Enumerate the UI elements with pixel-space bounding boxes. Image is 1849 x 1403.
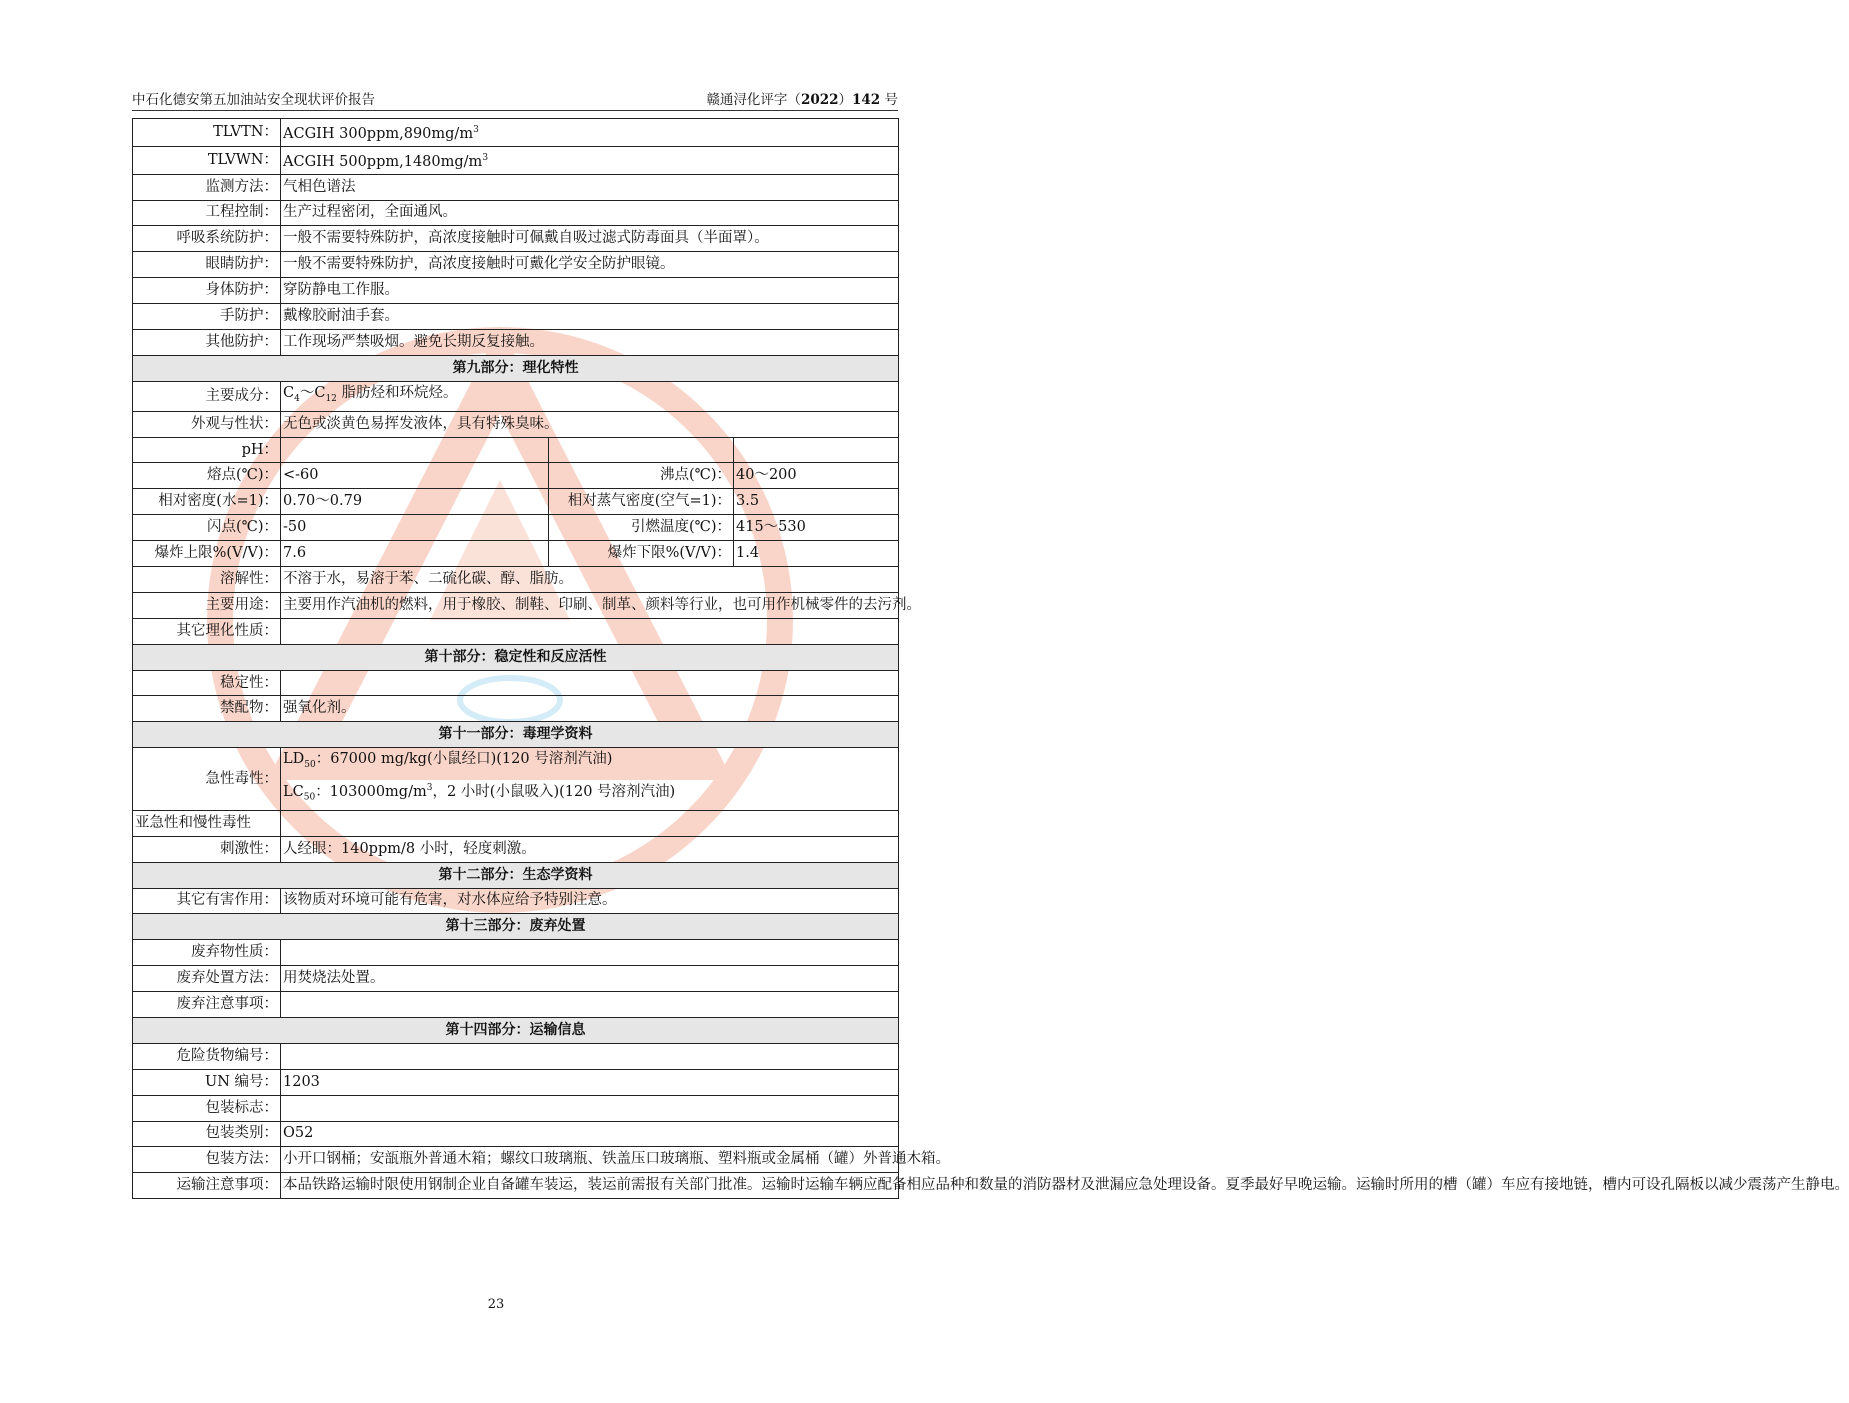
field-label: 废弃物性质： [133, 940, 281, 966]
table-row [133, 541, 899, 567]
table-row [133, 146, 899, 174]
field-value: $LD_{50}$：67000 mg/kg(小鼠经口)(120 号溶剂汽油) $LC_{50}$：$103000mg/m^3$，2 小时(小鼠吸入)(120 号溶剂汽油) [281, 748, 899, 811]
field-value: 不溶于水，易溶于苯、二硫化碳、醇、脂肪。 [281, 567, 899, 593]
table-row [133, 200, 899, 226]
field-label: 引燃温度(℃)： [549, 515, 734, 541]
field-value [281, 992, 899, 1018]
field-value [281, 437, 549, 463]
table-row [133, 836, 899, 862]
table-row [133, 119, 899, 147]
field-value: 气相色谱法 [281, 174, 899, 200]
field-label: 其它有害作用： [133, 888, 281, 914]
table-row [133, 411, 899, 437]
field-value: 本品铁路运输时限使用钢制企业自备罐车装运，装运前需报有关部门批准。运输时运输车辆应配备相应品种和数量的消防器材及泄漏应急处理设备。夏季最好早晚运输。运输时所用的槽（罐）车应有接地链，槽内可设孔隔板以减少震荡产生静电。 [281, 1173, 899, 1199]
table-row [133, 489, 899, 515]
table-row [133, 670, 899, 696]
section-header [133, 1017, 899, 1043]
table-row [133, 940, 899, 966]
field-label: 废弃注意事项： [133, 992, 281, 1018]
report-title: 中石化德安第五加油站安全现状评价报告 [132, 92, 375, 108]
field-label: 相对蒸气密度(空气=1)： [549, 489, 734, 515]
field-value: -50 [281, 515, 549, 541]
field-value [281, 618, 899, 644]
field-label: 刺激性： [133, 836, 281, 862]
field-label: pH： [133, 437, 281, 463]
field-value: 1203 [281, 1069, 899, 1095]
section-header [133, 355, 899, 381]
field-label: 主要用途： [133, 592, 281, 618]
section-header [133, 722, 899, 748]
table-row [133, 278, 899, 304]
field-value: 40～200 [734, 463, 899, 489]
field-label: 危险货物编号： [133, 1043, 281, 1069]
field-value [281, 810, 899, 836]
field-label: 包装类别： [133, 1121, 281, 1147]
table-row [133, 888, 899, 914]
section-title: 第十三部分：废弃处置 [133, 914, 899, 940]
field-value: 生产过程密闭，全面通风。 [281, 200, 899, 226]
sds-table [132, 118, 1849, 1199]
table-row [133, 567, 899, 593]
field-value: 戴橡胶耐油手套。 [281, 304, 899, 330]
field-value: 穿防静电工作服。 [281, 278, 899, 304]
field-value [281, 1095, 899, 1121]
field-value: 用焚烧法处置。 [281, 966, 899, 992]
field-value [281, 940, 899, 966]
field-label: 身体防护： [133, 278, 281, 304]
field-label: 爆炸上限%(V/V)： [133, 541, 281, 567]
field-value: 415～530 [734, 515, 899, 541]
field-value [281, 670, 899, 696]
section-header [133, 862, 899, 888]
table-row [133, 304, 899, 330]
field-label: 熔点(℃)： [133, 463, 281, 489]
table-row [133, 992, 899, 1018]
field-value: 该物质对环境可能有危害，对水体应给予特别注意。 [281, 888, 899, 914]
field-label: 相对密度(水=1)： [133, 489, 281, 515]
field-value: 一般不需要特殊防护，高浓度接触时可戴化学安全防护眼镜。 [281, 252, 899, 278]
field-value: 主要用作汽油机的燃料，用于橡胶、制鞋、印刷、制革、颜料等行业，也可用作机械零件的去污剂。 [281, 592, 899, 618]
field-value: <-60 [281, 463, 549, 489]
section-header [133, 914, 899, 940]
field-label: 其他防护： [133, 330, 281, 356]
section-title: 第十部分：稳定性和反应活性 [133, 644, 899, 670]
table-row [133, 330, 899, 356]
table-row [133, 592, 899, 618]
field-value: 一般不需要特殊防护，高浓度接触时可佩戴自吸过滤式防毒面具（半面罩）。 [281, 226, 899, 252]
field-label: 外观与性状： [133, 411, 281, 437]
field-label: 亚急性和慢性毒性 [133, 810, 281, 836]
field-value: 3.5 [734, 489, 899, 515]
field-label: 沸点(℃)： [549, 463, 734, 489]
section-title: 第九部分：理化特性 [133, 355, 899, 381]
field-label: 稳定性： [133, 670, 281, 696]
field-label: 包装方法： [133, 1147, 281, 1173]
field-value [281, 1043, 899, 1069]
field-value: 0.70～0.79 [281, 489, 549, 515]
field-label: 急性毒性： [133, 748, 281, 811]
table-row [133, 1173, 899, 1199]
table-row [133, 226, 899, 252]
table-row [133, 618, 899, 644]
field-label: 其它理化性质： [133, 618, 281, 644]
table-row [133, 1043, 899, 1069]
table-row [133, 252, 899, 278]
table-row [133, 437, 899, 463]
field-value: 7.6 [281, 541, 549, 567]
field-value: $C_4\sim C_{12}$ 脂肪烃和环烷烃。 [281, 381, 899, 411]
field-label: 监测方法： [133, 174, 281, 200]
field-label: TLVWN： [133, 146, 281, 174]
section-title: 第十二部分：生态学资料 [133, 862, 899, 888]
table-row [133, 748, 899, 811]
table-row [133, 515, 899, 541]
table-row [133, 174, 899, 200]
field-label: 爆炸下限%(V/V)： [549, 541, 734, 567]
table-row [133, 1147, 899, 1173]
field-value: O52 [281, 1121, 899, 1147]
field-value: 无色或淡黄色易挥发液体，具有特殊臭味。 [281, 411, 899, 437]
field-label: TLVTN： [133, 119, 281, 147]
field-label: 主要成分： [133, 381, 281, 411]
report-number: 赣通浔化评字（2022）142 号 [706, 92, 898, 108]
field-label: 眼睛防护： [133, 252, 281, 278]
table-row [133, 381, 899, 411]
field-label: 运输注意事项： [133, 1173, 281, 1199]
field-label: 溶解性： [133, 567, 281, 593]
table-row [133, 966, 899, 992]
table-row [133, 463, 899, 489]
field-value: ACGIH $500ppm,1480mg/m^3$ [281, 146, 899, 174]
table-row [133, 696, 899, 722]
field-value: 工作现场严禁吸烟。避免长期反复接触。 [281, 330, 899, 356]
section-title: 第十一部分：毒理学资料 [133, 722, 899, 748]
field-label: 闪点(℃)： [133, 515, 281, 541]
table-row [133, 1069, 899, 1095]
field-value: 小开口钢桶；安瓿瓶外普通木箱；螺纹口玻璃瓶、铁盖压口玻璃瓶、塑料瓶或金属桶（罐）外普通木箱。 [281, 1147, 899, 1173]
field-label: 呼吸系统防护： [133, 226, 281, 252]
field-value: 1.4 [734, 541, 899, 567]
field-value: 强氧化剂。 [281, 696, 899, 722]
table-row [133, 1121, 899, 1147]
field-label: 手防护： [133, 304, 281, 330]
page-number: 23 [487, 1297, 505, 1312]
section-header [133, 644, 899, 670]
field-label: 废弃处置方法： [133, 966, 281, 992]
field-label: 工程控制： [133, 200, 281, 226]
field-label: 包装标志： [133, 1095, 281, 1121]
table-row [133, 1095, 899, 1121]
field-value: 人经眼：140ppm/8 小时，轻度刺激。 [281, 836, 899, 862]
field-label: UN 编号： [133, 1069, 281, 1095]
field-label: 禁配物： [133, 696, 281, 722]
table-row [133, 810, 899, 836]
page-header [132, 86, 898, 111]
section-title: 第十四部分：运输信息 [133, 1017, 899, 1043]
field-value: ACGIH $300ppm,890mg/m^3$ [281, 119, 899, 147]
